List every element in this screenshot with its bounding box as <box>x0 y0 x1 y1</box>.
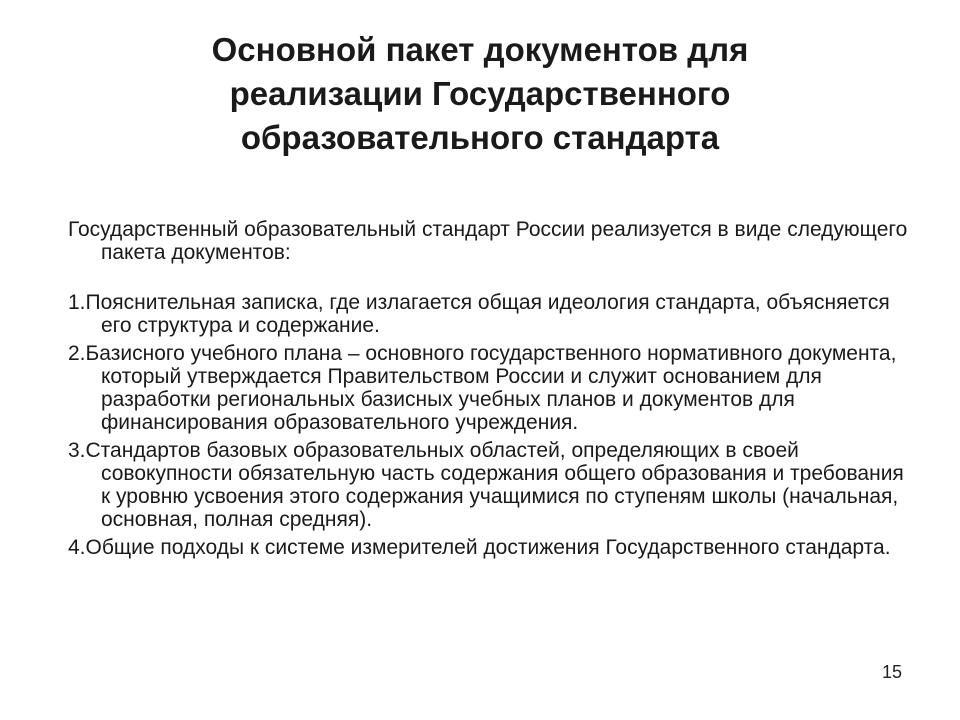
slide-title-line-3: образовательного стандарта <box>240 119 720 156</box>
slide-title-line-1: Основной пакет документов для <box>211 31 749 68</box>
list-item-1: 1.Пояснительная записка, где излагается общая идеология стандарта, объясняется его структура и содержание. <box>68 291 890 337</box>
page-number: 15 <box>881 662 902 682</box>
list-item-2: 2.Базисного учебного плана – основного государственного нормативного документа, который утверждается Правительством России и служит основанием для разработки региональных базисных учебных планов и документов для финансирования образовательного учреждения. <box>68 342 897 434</box>
slide-title <box>150 28 810 160</box>
slide-body <box>68 218 918 564</box>
intro-paragraph: Государственный образовательный стандарт России реализуется в виде следующего пакета документов: <box>68 218 908 264</box>
list-item-4: 4.Общие подходы к системе измерителей достижения Государственного стандарта. <box>68 536 891 559</box>
slide-title-line-2: реализации Государственного <box>229 75 731 112</box>
list-item-3: 3.Стандартов базовых образовательных областей, определяющих в своей совокупности обязательную часть содержания общего образования и требования к уровню усвоения этого содержания учащимися по ступеням школы (начальная, основная, полная средняя). <box>68 439 904 531</box>
